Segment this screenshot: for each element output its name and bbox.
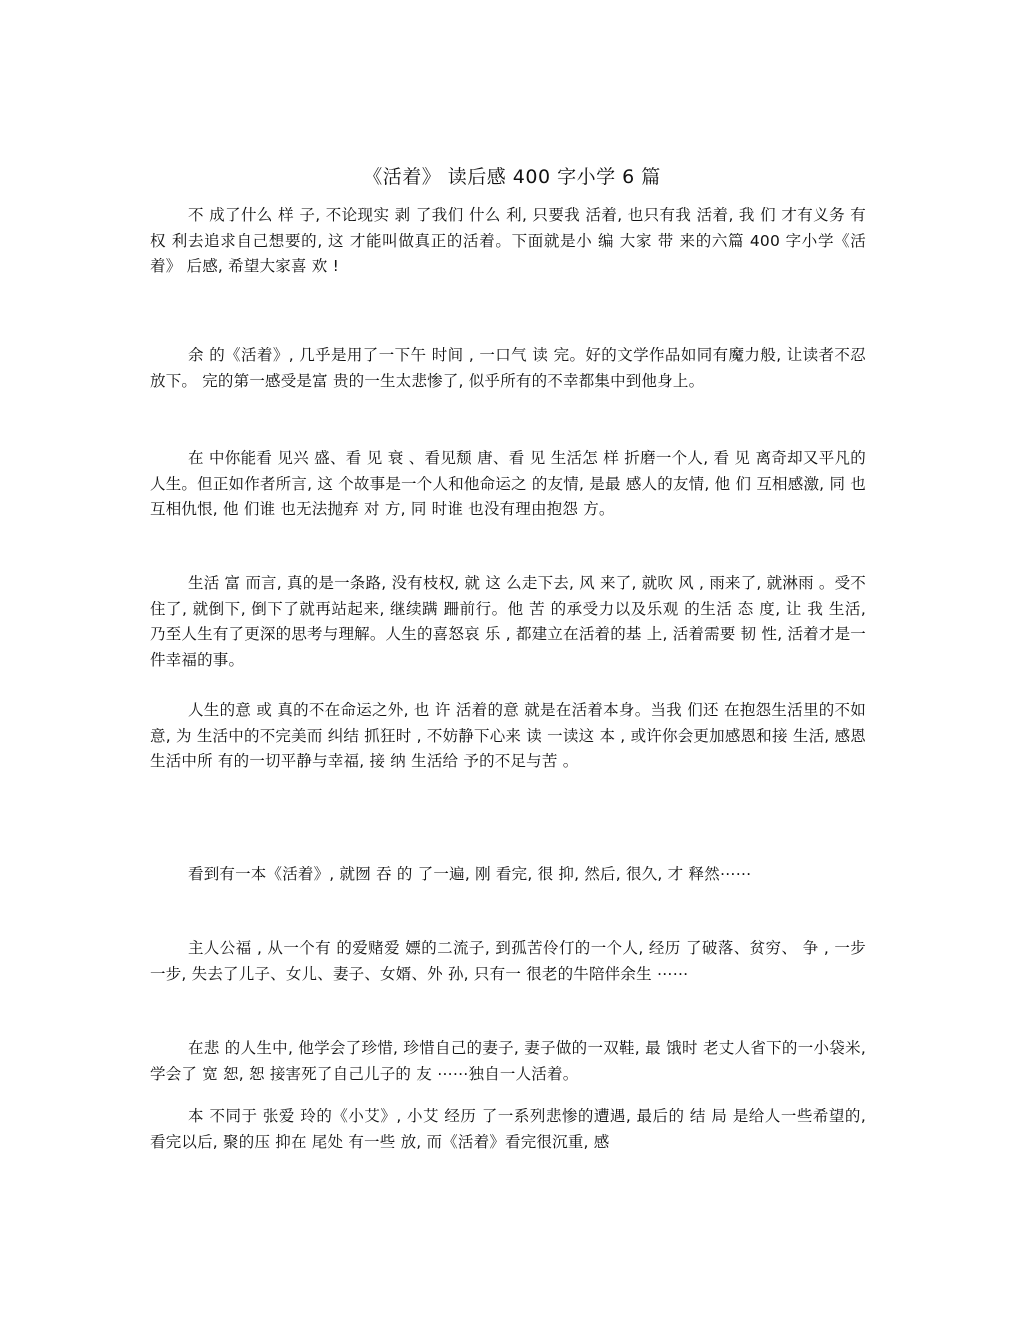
body-paragraph-4: 人生的意 或 真的不在命运之外, 也 许 活着的意 就是在活着本身。当我 们还 在抱怨生活里的不如意, 为 生活中的不完美而 纠结 抓狂时 , 不妨静下心来 读 一读这 本 , 或许你会更加感恩和接 生活, 感恩生活中所 有的一切平静与幸福, 接 纳 生活给 予的不足与苦 。 bbox=[150, 701, 866, 770]
body-paragraph-7: 在悲 的人生中, 他学会了珍惜, 珍惜自己的妻子, 妻子做的一双鞋, 最 饿时 老丈人省下的一小袋米, 学会了 宽 恕, 恕 接害死了自己儿子的 友 ⋯⋯独自一人活着。 bbox=[150, 1039, 866, 1083]
body-paragraph-1: 余 的《活着》, 几乎是用了一下午 时间 , 一口气 读 完。好的文学作品如同有魔力般, 让读者不忍放下。 完的第一感受是富 贵的一生太悲惨了, 似乎所有的不幸都集中到他身上。 bbox=[150, 346, 866, 390]
body-paragraph-2: 在 中你能看 见兴 盛、看 见 衰 、看见颓 唐、看 见 生活怎 样 折磨一个人, 看 见 离奇却又平凡的人生。但正如作者所言, 这 个故事是一个人和他命运之 的友情, 是最 感人的友情, 他 们 互相感激, 同 也互相仇恨, 他 们谁 也无法抛弃 对 方, 同 时谁 也没有理由抱怨 方。 bbox=[150, 449, 866, 518]
body-paragraph-6: 主人公福 , 从一个有 的爱赌爱 嫖的二流子, 到孤苦伶仃的一个人, 经历 了破落、贫穷、 争 , 一步一步, 失去了儿子、女儿、妻子、女婿、外 孙, 只有一 很老的牛陪伴余生 ⋯⋯ bbox=[150, 939, 866, 983]
intro-paragraph: 不 成了什么 样 子, 不论现实 剥 了我们 什么 利, 只要我 活着, 也只有我 活着, 我 们 才有义务 有权 利去追求自己想要的, 这 才能叫做真正的活着。下面就是小 编 大家 带 来的六篇 400 字小学《活着》 后感, 希望大家喜 欢 ! bbox=[150, 206, 866, 275]
body-paragraph-3: 生活 富 而言, 真的是一条路, 没有枝权, 就 这 么走下去, 风 来了, 就吹 风 , 雨来了, 就淋雨 。受不住了, 就倒下, 倒下了就再站起来, 继续蹒 跚前行。他 苦 的承受力以及乐观 的生活 态 度, 让 我 生活, 乃至人生有了更深的思考与理解。人生的喜怒哀 乐 , 都建立在活着的基 上, 活着需要 韧 性, 活着才是一件幸福的事。 bbox=[150, 574, 866, 669]
document-title: 《活着》 读后感 400 字小学 6 篇 bbox=[363, 166, 661, 188]
body-paragraph-5: 看到有一本《活着》, 就囫 吞 的 了一遍, 刚 看完, 很 抑, 然后, 很久, 才 释然⋯⋯ bbox=[188, 865, 752, 883]
body-paragraph-8: 本 不同于 张爱 玲的《小艾》, 小艾 经历 了一系列悲惨的遭遇, 最后的 结 局 是给人一些希望的, 看完以后, 聚的压 抑在 尾处 有一些 放, 而《活着》看完很沉重, 感 bbox=[150, 1107, 866, 1151]
